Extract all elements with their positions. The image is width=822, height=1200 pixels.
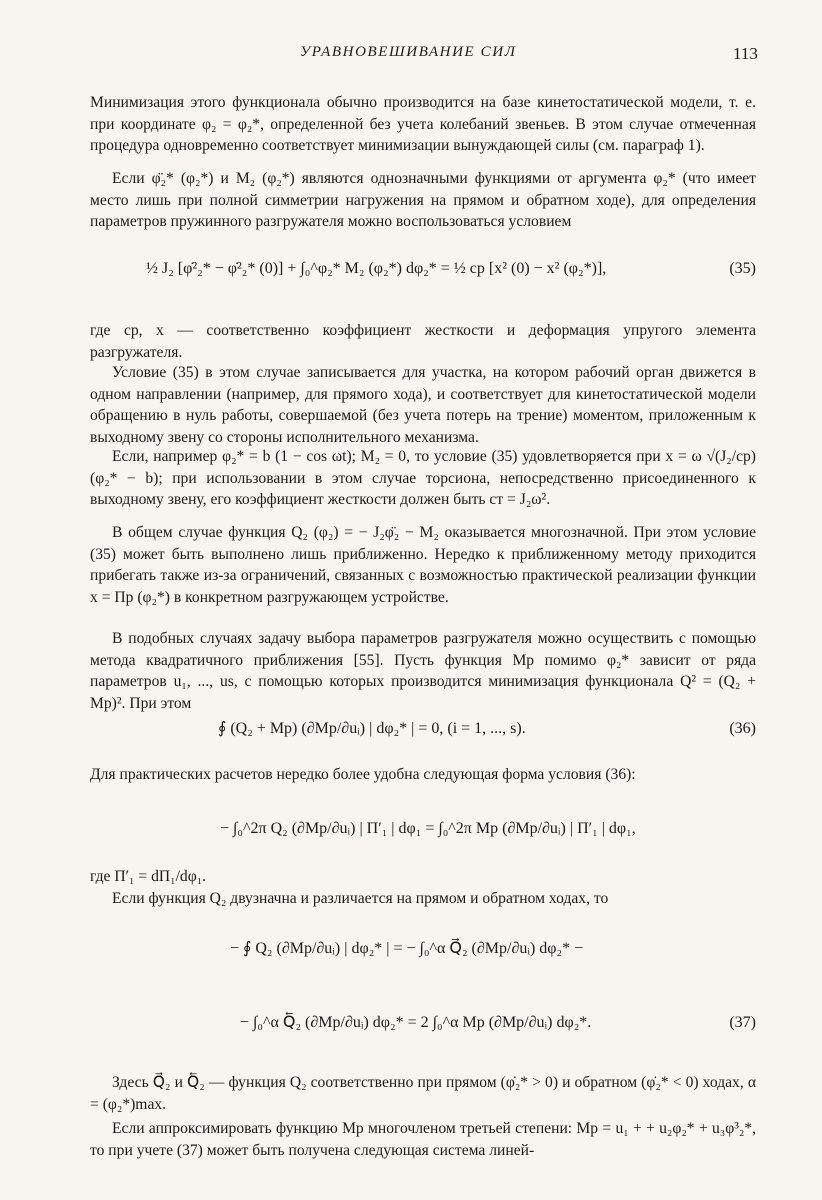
- page-number: 113: [733, 44, 758, 63]
- equation-37-line-1: − ∮ Q₂ (∂Mр/∂uᵢ) | dφ₂* | = − ∫₀^α Q⃗₂ (∂Mр/∂uᵢ) dφ₂* −: [230, 940, 584, 957]
- equation-36-body: ∮ (Q₂ + Mр) (∂Mр/∂uᵢ) | dφ₂* | = 0, (i = 1, ..., s).: [218, 720, 526, 737]
- paragraph-12: Если аппроксимировать функцию Mр многочленом третьей степени: Mр = u₁ + + u₂φ₂* + u₃φ³₂*, то при учете (37) может быть получена следующая система линей-: [90, 1120, 756, 1159]
- paragraph-3: где cр, x — соответственно коэффициент жесткости и деформация упругого элемента разгружателя.: [90, 322, 756, 361]
- paragraph-6: В общем случае функция Q₂ (φ₂) = − J₂φ̈₂ − M₂ оказывается многозначной. При этом условие (35) может быть выполнено лишь приближенно. Нередко к приближенному методу приходится прибегать также из-за ограничений, связанных с возможностью практической реализации функции x = Пр (φ₂*) в конкретном разгружающем устройстве.: [90, 524, 756, 606]
- paragraph-9: где П′₁ = dП₁/dφ₁.: [90, 868, 207, 885]
- equation-unnumbered-body: − ∫₀^2π Q₂ (∂Mр/∂uᵢ) | П′₁ | dφ₁ = ∫₀^2π Mр (∂Mр/∂uᵢ) | П′₁ | dφ₁,: [220, 820, 636, 837]
- paragraph-4: Условие (35) в этом случае записывается для участка, на котором рабочий орган движется в одном направлении (например, для прямого хода), и соответствует для кинетостатической модели обращению в нуль работы, совершаемой (без учета потерь на трение) моментом, приложенным к выходному звену со стороны исполнительного механизма.: [90, 364, 756, 446]
- equation-37: [90, 938, 756, 1034]
- equation-35: [90, 258, 756, 282]
- equation-37-number: (37): [729, 1014, 756, 1031]
- paragraph-7: В подобных случаях задачу выбора параметров разгружателя можно осуществить с помощью метода квадратичного приближения [55]. Пусть функция Mр помимо φ₂* зависит от ряда параметров u₁, ..., us, с помощью которых производится минимизация функционала Q² = (Q₂ + Mр)². При этом: [90, 630, 756, 712]
- equation-36-number: (36): [729, 720, 756, 737]
- paragraph-1: Минимизация этого функционала обычно производится на базе кинетостатической модели, т. е. при координате φ₂ = φ₂*, определенной без учета колебаний звеньев. В этом случае отмеченная процедура одновременно соответствует минимизации вынуждающей силы (см. параграф 1).: [90, 94, 756, 155]
- equation-35-number: (35): [729, 260, 756, 277]
- paragraph-5: Если, например φ₂* = b (1 − cos ωt); M₂ = 0, то условие (35) удовлетворяется при x = ω √(J₂/cр) (φ₂* − b); при использовании в этом случае торсиона, непосредственно присоединенного к выходному звену, его коэффициент жесткости должен быть cт = J₂ω².: [90, 448, 756, 509]
- equation-36: [90, 718, 756, 742]
- equation-37-line-2: − ∫₀^α Q⃖₂ (∂Mр/∂uᵢ) dφ₂* = 2 ∫₀^α Mр (∂Mр/∂uᵢ) dφ₂*.: [240, 1014, 592, 1031]
- paragraph-8: Для практических расчетов нередко более удобна следующая форма условия (36):: [90, 766, 636, 783]
- paragraph-11: Здесь Q⃗₂ и Q⃖₂ — функция Q₂ соответственно при прямом (φ̇₂* > 0) и обратном (φ̇₂* < 0) ходах, α = (φ₂*)max.: [90, 1074, 756, 1113]
- paragraph-2: Если φ̈₂* (φ₂*) и M₂ (φ₂*) являются однозначными функциями от аргумента φ₂* (что имеет место лишь при полной симметрии нагружения на прямом и обратном ходе), для определения параметров пружинного разгружателя можно воспользоваться условием: [90, 170, 756, 231]
- page-header: [0, 44, 822, 70]
- running-title: УРАВНОВЕШИВАНИЕ СИЛ: [300, 44, 517, 60]
- paragraph-10: Если функция Q₂ двузначна и различается на прямом и обратном ходах, то: [112, 890, 609, 907]
- equation-35-body: ½ J₂ [φ̇²₂* − φ̇²₂* (0)] + ∫₀^φ₂* M₂ (φ₂*) dφ₂* = ½ cр [x² (0) − x² (φ₂*)],: [146, 260, 607, 277]
- equation-unnumbered: [90, 818, 756, 842]
